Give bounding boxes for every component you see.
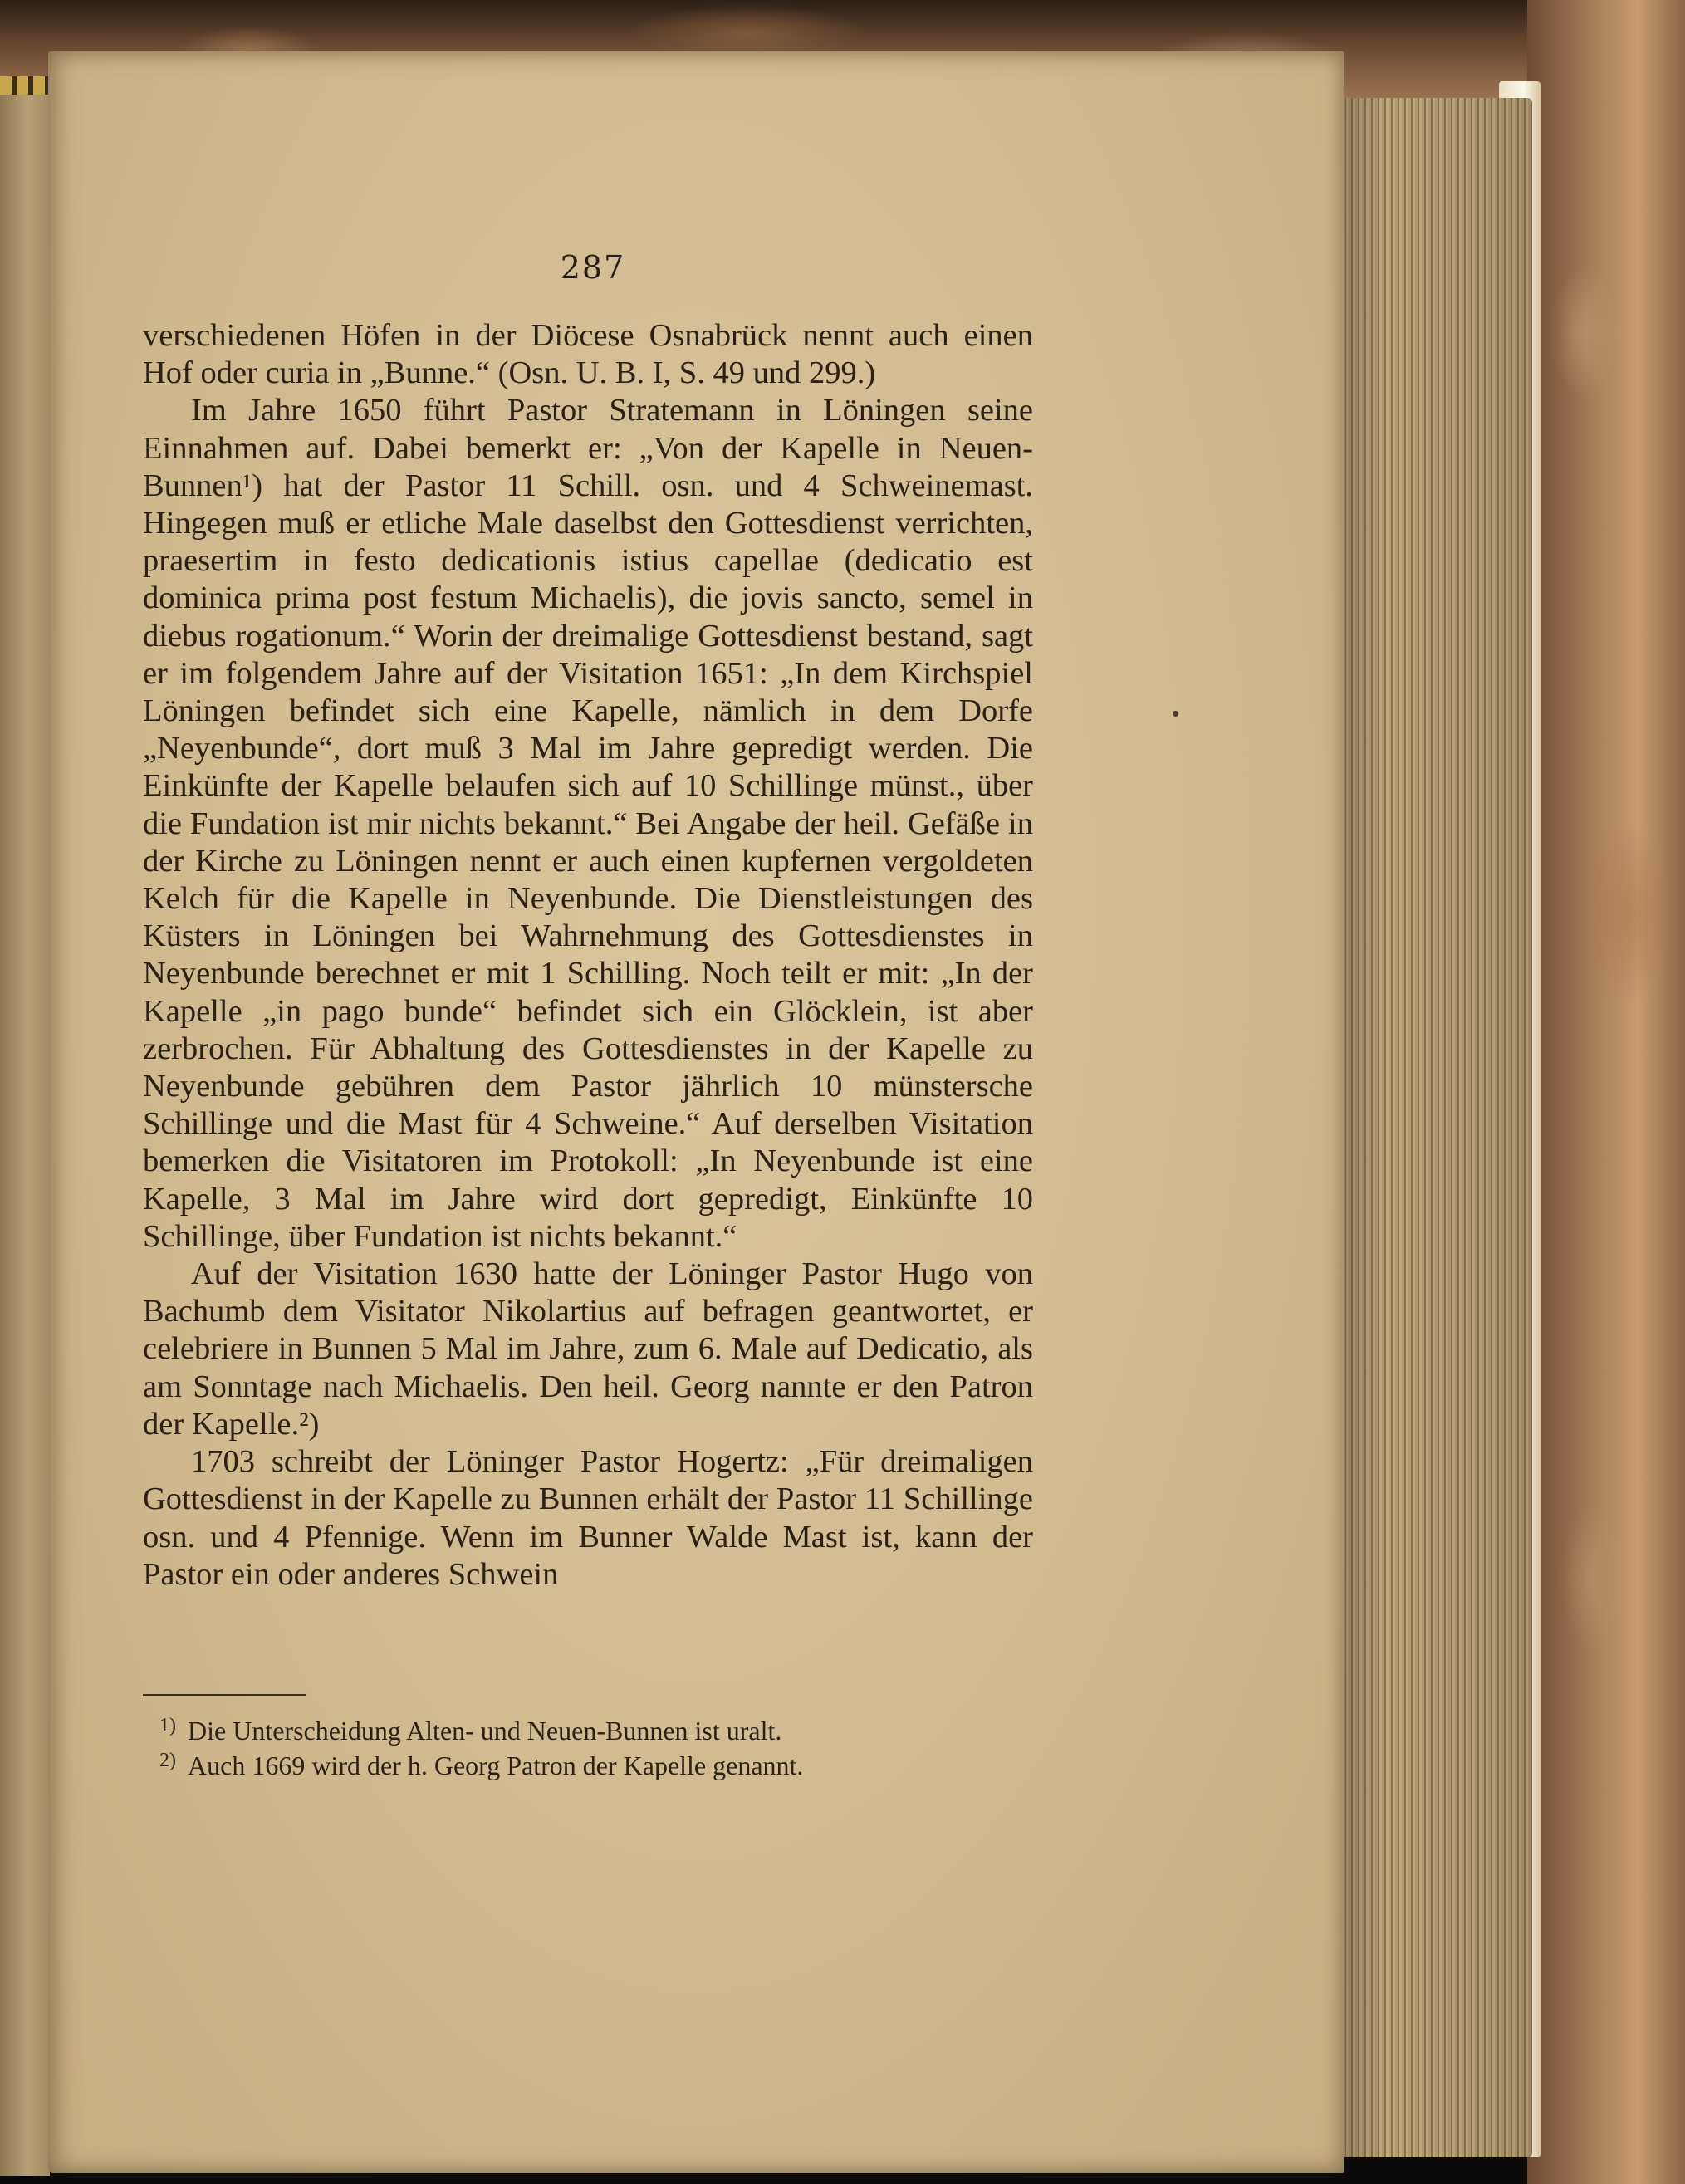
paragraph: 1703 schreibt der Löninger Pastor Hogertz: „Für dreimaligen Gottesdienst in der Kapelle zu Bunnen erhält der Pastor 11 Schillinge osn. und 4 Pfennige. Wenn im Bunner Walde Mast ist, kann der Pastor ein oder anderes Schwein — [143, 1444, 1033, 1592]
previous-page-edge — [0, 91, 50, 2176]
paragraph: Im Jahre 1650 führt Pastor Stratemann in Löningen seine Einnahmen auf. Dabei bemerkt er: „Von der Kapelle in Neuen-Bunnen¹) hat der Pastor 11 Schill. osn. und 4 Schweinemast. Hingegen muß er etliche Male daselbst den Gottesdienst verrichten, praesertim in festo dedicationis istius capellae (dedicatio est dominica prima post festum Michaelis), die jovis sancto, semel in diebus rogationum.“ Worin der dreimalige Gottesdienst bestand, sagt er im folgendem Jahre auf der Visitation 1651: „In dem Kirchspiel Löningen befindet sich eine Kapelle, nämlich in dem Dorfe „Neyenbunde“, dort muß 3 Mal im Jahre gepredigt werden. Die Einkünfte der Kapelle belaufen sich auf 10 Schillinge münst., über die Fundation ist mir nichts bekannt.“ Bei Angabe der heil. Gefäße in der Kirche zu Löningen nennt er auch einen kupfernen vergoldeten Kelch für die Kapelle in Neyenbunde. Die Dienstleistungen des Küsters in Löningen bei Wahrnehmung des Gottesdienstes in Neyenbunde berechnet er mit 1 Schilling. Noch teilt er mit: „In der Kapelle „in pago bunde“ befindet sich ein Glöcklein, ist aber zerbrochen. Für Abhaltung des Gottesdienstes in der Kapelle zu Neyenbunde gebühren dem Pastor jährlich 10 münstersche Schillinge und die Mast für 4 Schweine.“ Auf derselben Visitation bemerken die Visitatoren im Protokoll: „In Neyenbunde ist eine Kapelle, 3 Mal im Jahre wird dort gepredigt, Einkünfte 10 Schillinge, über Fundation ist nichts bekannt.“ — [143, 393, 1033, 1254]
paragraph: verschiedenen Höfen in der Diöcese Osnabrück nennt auch einen Hof oder curia in „Bunne.“ (Osn. U. B. I, S. 49 und 299.) — [143, 318, 1033, 391]
footnote-mark: 2) — [159, 1750, 176, 1771]
footnote — [159, 1748, 1018, 1783]
paragraph: Auf der Visitation 1630 hatte der Löninger Pastor Hugo von Bachumb dem Visitator Nikolartius auf befragen geantwortet, er celebriere in Bunnen 5 Mal im Jahre, zum 6. Male auf Dedicatio, als am Sonntage nach Michaelis. Den heil. Georg nannte er den Patron der Kapelle.²) — [143, 1256, 1033, 1442]
body-text — [143, 317, 1033, 1594]
footnote-text: Die Unterscheidung Alten- und Neuen-Bunnen ist uralt. — [188, 1716, 782, 1746]
page-speck — [1173, 711, 1178, 717]
footnote-text: Auch 1669 wird der h. Georg Patron der Kapelle genannt. — [188, 1751, 804, 1780]
book-cover-edge — [1527, 0, 1685, 2184]
footnote — [159, 1713, 1018, 1748]
footnote-rule — [143, 1694, 306, 1696]
page-number: 287 — [560, 249, 626, 286]
footnote-mark: 1) — [159, 1715, 176, 1736]
footnotes — [159, 1713, 1018, 1783]
page-fore-edge-shade — [1329, 98, 1532, 2157]
